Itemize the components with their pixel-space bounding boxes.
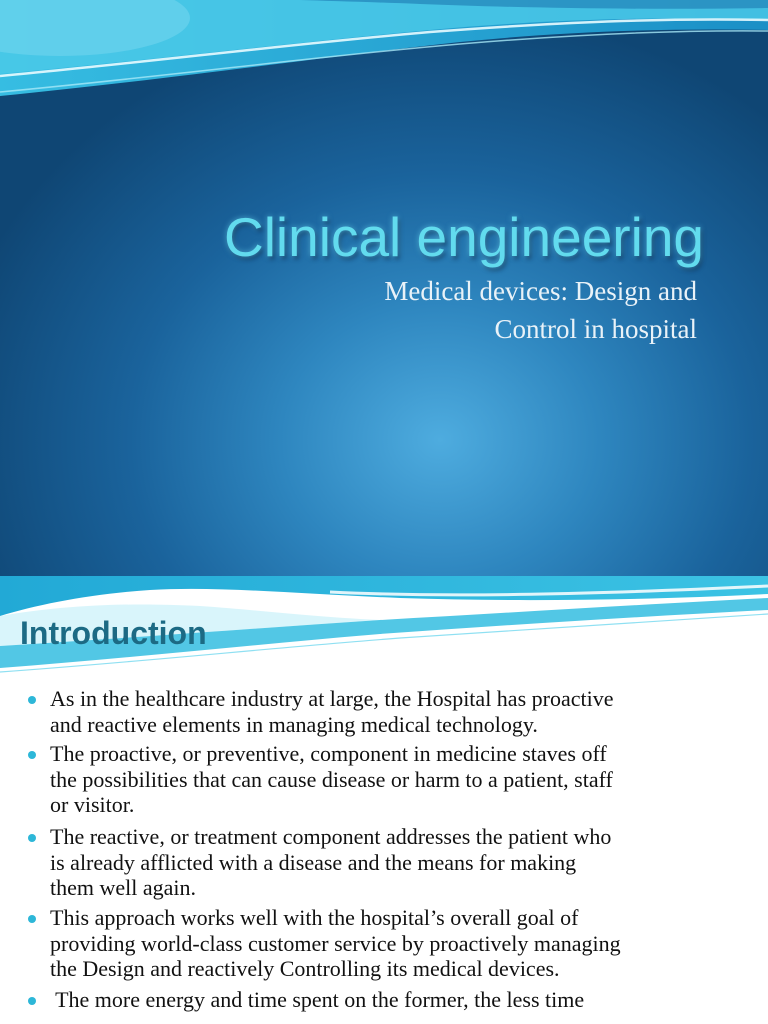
bullet-text-line: is already afflicted with a disease and the means for making	[50, 849, 577, 875]
bullet-item	[0, 905, 768, 982]
bullet-text-line: them well again.	[50, 875, 197, 900]
bullet-dot-icon	[28, 751, 36, 759]
bullet-text-line: The reactive, or treatment component addresses the patient who	[50, 824, 612, 849]
bullet-text-line: The more energy and time spent on the former, the less time	[50, 987, 585, 1012]
bullet-dot-icon	[28, 915, 36, 923]
subtitle-line: Medical devices: Design and	[384, 276, 697, 306]
slide-subtitle	[384, 272, 697, 348]
bullet-text-line: the possibilities that can cause disease or harm to a patient, staff	[50, 766, 613, 792]
bullet-dot-icon	[28, 834, 36, 842]
bullet-text-line: The proactive, or preventive, component in medicine staves off	[50, 741, 607, 766]
bullet-dot-icon	[28, 997, 36, 1005]
bullet-text-line: providing world-class customer service by proactively managing	[50, 930, 621, 956]
bullet-item	[0, 987, 768, 1013]
slide-title: Clinical engineering	[223, 206, 704, 268]
bullet-item	[0, 824, 768, 901]
subtitle-line: Control in hospital	[494, 314, 697, 344]
bullet-item	[0, 741, 768, 818]
bullet-text-line: the Design and reactively Controlling its medical devices.	[50, 956, 560, 981]
bullet-dot-icon	[28, 696, 36, 704]
slide-heading: Introduction	[20, 615, 207, 651]
bullet-text-line: This approach works well with the hospital’s overall goal of	[50, 905, 579, 930]
bullet-text-line: or visitor.	[50, 792, 135, 817]
bullet-item	[0, 686, 768, 737]
bullet-text-line: and reactive elements in managing medical technology.	[50, 711, 538, 737]
bullet-text-line: As in the healthcare industry at large, the Hospital has proactive	[50, 686, 614, 711]
introduction-slide	[0, 576, 768, 1024]
wave-decoration	[0, 0, 768, 110]
